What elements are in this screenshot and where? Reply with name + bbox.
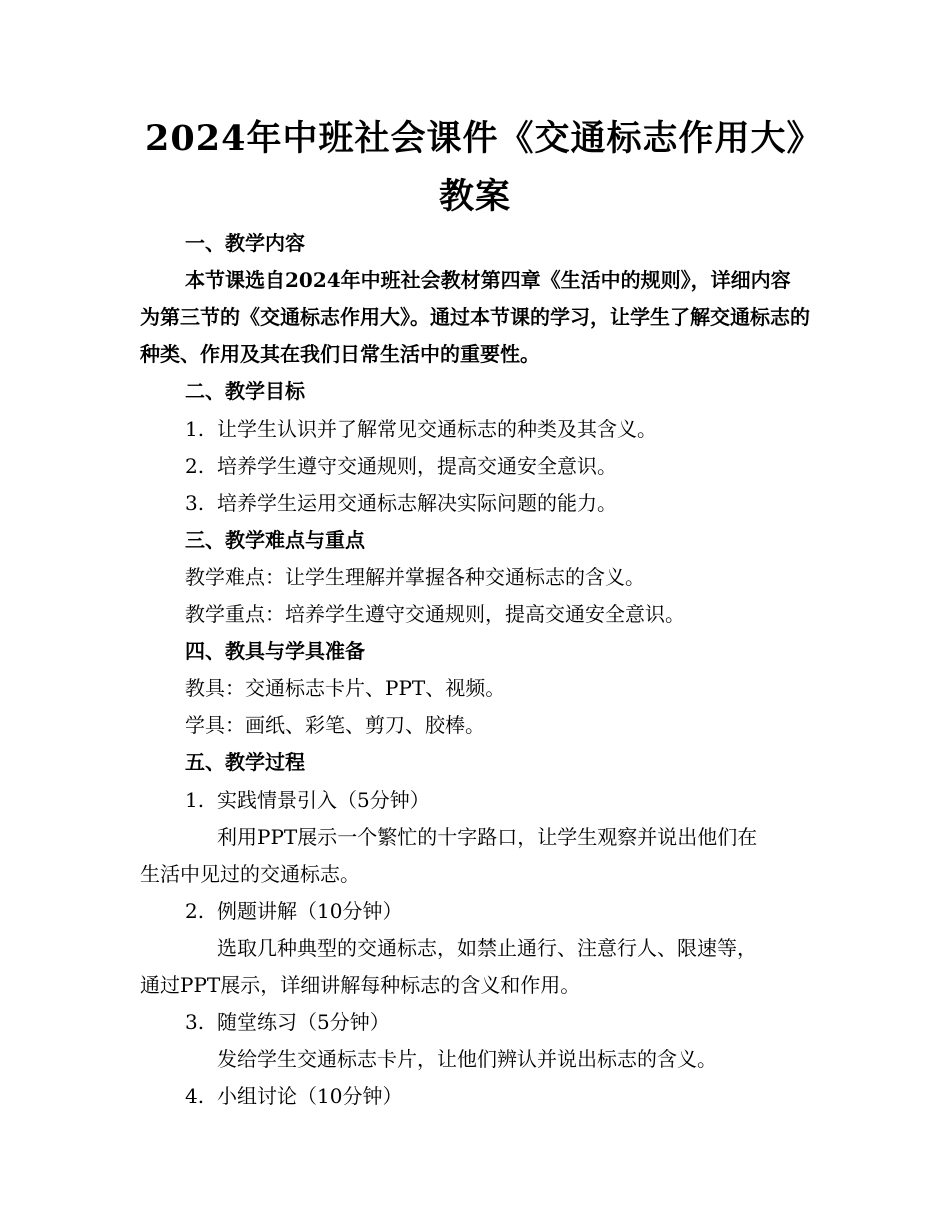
document-title: 2024年中班社会课件《交通标志作用大》教案 xyxy=(145,118,805,217)
item-number: 2. xyxy=(185,454,205,478)
item-number: 3. xyxy=(185,491,205,515)
item-text: 让学生认识并了解常见交通标志的种类及其含义。 xyxy=(217,417,657,441)
section-heading-difficulty: 三、教学难点与重点 xyxy=(185,528,365,552)
step-number: 4. xyxy=(185,1084,205,1108)
step-title: 随堂练习（5分钟） xyxy=(217,1010,390,1034)
step-title: 实践情景引入（5分钟） xyxy=(217,788,430,812)
process-step-title xyxy=(140,893,855,930)
step-number: 1. xyxy=(185,788,205,812)
content-paragraph: 本节课选自2024年中班社会教材第四章《生活中的规则》，详细内容为第三节的《交通标志作用大》。通过本节课的学习，让学生了解交通标志的种类、作用及其在我们日常生活中的重要性。 xyxy=(140,268,810,366)
item-text: 培养学生运用交通标志解决实际问题的能力。 xyxy=(217,491,617,515)
step-title: 小组讨论（10分钟） xyxy=(217,1084,403,1108)
section-heading-content: 一、教学内容 xyxy=(185,231,305,255)
process-step-title xyxy=(140,782,855,819)
objective-item xyxy=(140,448,855,485)
section-heading-objectives: 二、教学目标 xyxy=(185,379,305,403)
step-number: 2. xyxy=(185,899,205,923)
step-description-continued: 生活中见过的交通标志。 xyxy=(140,862,360,886)
item-text: 培养学生遵守交通规则，提高交通安全意识。 xyxy=(217,454,617,478)
process-step-title xyxy=(140,1004,855,1041)
step-description-continued: 通过PPT展示，详细讲解每种标志的含义和作用。 xyxy=(140,973,581,997)
objective-item xyxy=(140,485,855,522)
step-number: 3. xyxy=(185,1010,205,1034)
step-description: 发给学生交通标志卡片，让他们辨认并说出标志的含义。 xyxy=(217,1047,717,1071)
item-number: 1. xyxy=(185,417,205,441)
student-materials: 学具：画纸、彩笔、剪刀、胶棒。 xyxy=(185,713,485,737)
difficulty-text: 教学难点：让学生理解并掌握各种交通标志的含义。 xyxy=(185,565,645,589)
objective-item xyxy=(140,411,855,448)
step-description: 利用PPT展示一个繁忙的十字路口，让学生观察并说出他们在 xyxy=(217,825,758,849)
section-heading-materials: 四、教具与学具准备 xyxy=(185,639,365,663)
key-point-text: 教学重点：培养学生遵守交通规则，提高交通安全意识。 xyxy=(185,602,685,626)
step-description: 选取几种典型的交通标志，如禁止通行、注意行人、限速等， xyxy=(217,936,757,960)
process-step-title xyxy=(140,1078,855,1115)
step-title: 例题讲解（10分钟） xyxy=(217,899,403,923)
teacher-materials: 教具：交通标志卡片、PPT、视频。 xyxy=(185,676,506,700)
section-heading-process: 五、教学过程 xyxy=(185,750,305,774)
